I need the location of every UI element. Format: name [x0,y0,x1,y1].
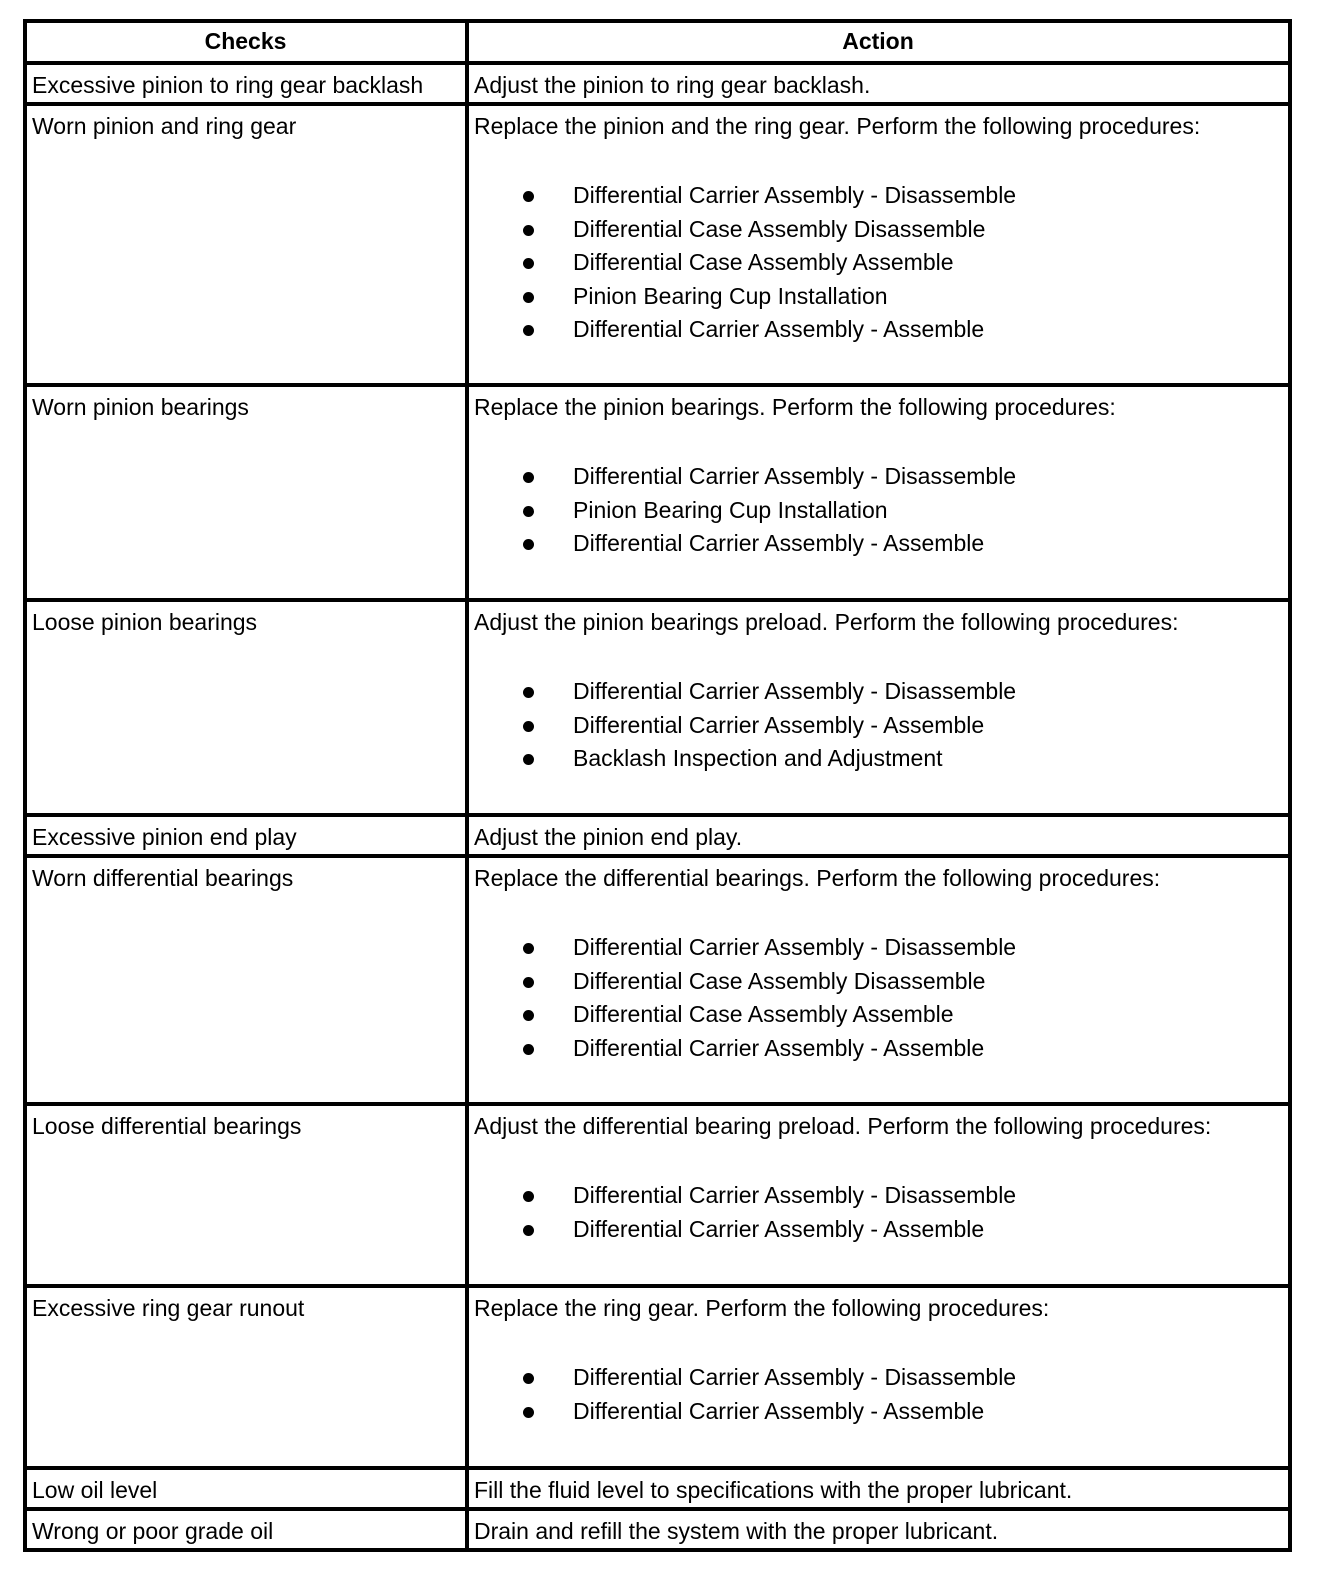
procedure-label: Differential Carrier Assembly - Assemble [573,1215,985,1242]
check-cell: Low oil level [25,1468,467,1509]
action-cell [467,856,1290,1104]
procedure-item [474,1213,1282,1247]
procedure-item [474,280,1282,314]
bullet-icon [523,1373,534,1384]
action-cell [467,63,1290,104]
procedure-item [474,460,1282,494]
procedure-label: Pinion Bearing Cup Installation [573,496,888,523]
check-cell: Worn pinion and ring gear [25,104,467,385]
procedure-label: Differential Carrier Assembly - Assemble [573,530,985,556]
procedure-label: Differential Carrier Assembly - Assemble [573,316,985,342]
procedure-label: Differential Carrier Assembly - Disassemble [573,1182,1017,1208]
table-row [25,600,1290,815]
action-text: Replace the differential bearings. Perform the following procedures: [474,865,1161,891]
procedure-item [474,1179,1282,1213]
procedure-label: Backlash Inspection and Adjustment [573,745,943,771]
procedure-item [474,1395,1282,1429]
procedure-list [474,460,1282,561]
bullet-icon [523,687,534,698]
table-header-row [25,21,1290,63]
action-cell [467,104,1290,385]
bullet-icon [523,539,534,550]
procedure-label: Differential Carrier Assembly - Disassemble [573,182,1017,208]
action-cell [467,600,1290,815]
check-cell: Worn differential bearings [25,856,467,1104]
check-cell: Loose pinion bearings [25,600,467,815]
action-text: Adjust the pinion end play. [474,824,743,850]
procedure-label: Differential Carrier Assembly - Disassemble [573,1364,1017,1390]
action-text: Adjust the pinion to ring gear backlash. [474,72,871,98]
diagnostic-table [23,19,1292,1552]
action-cell [467,385,1290,600]
table-row [25,1104,1290,1286]
action-text: Fill the fluid level to specifications with the proper lubricant. [474,1477,1073,1503]
procedure-list [474,675,1282,776]
action-text: Replace the ring gear. Perform the following procedures: [474,1295,1050,1321]
procedure-item [474,931,1282,965]
table-body [25,63,1290,1550]
bullet-icon [523,977,534,988]
action-cell [467,1509,1290,1550]
procedure-label: Differential Case Assembly Assemble [573,1001,954,1027]
procedure-item [474,998,1282,1032]
procedure-label: Differential Carrier Assembly - Disassemble [573,934,1017,960]
procedure-list [474,931,1282,1065]
table-row [25,1468,1290,1509]
bullet-icon [523,943,534,954]
table-row [25,815,1290,856]
check-cell: Wrong or poor grade oil [25,1509,467,1550]
action-cell [467,1286,1290,1468]
action-text: Adjust the pinion bearings preload. Perform the following procedures: [474,609,1179,635]
procedure-label: Differential Carrier Assembly - Assemble [573,1034,985,1061]
procedure-item [474,313,1282,347]
action-text: Adjust the differential bearing preload. Perform the following procedures: [474,1113,1212,1139]
table-row [25,856,1290,1104]
procedure-item [474,965,1282,999]
procedure-list [474,179,1282,347]
procedure-item [474,527,1282,561]
bullet-icon [523,1191,534,1202]
action-text: Drain and refill the system with the proper lubricant. [474,1518,999,1544]
checks-column-header: Checks [25,21,467,63]
procedure-label: Differential Carrier Assembly - Assemble [573,711,985,738]
bullet-icon [523,292,534,303]
table-row [25,63,1290,104]
bullet-icon [523,506,534,517]
bullet-icon [523,1010,534,1021]
procedure-list [474,1361,1282,1428]
check-cell: Loose differential bearings [25,1104,467,1286]
bullet-icon [523,1044,534,1055]
action-cell [467,815,1290,856]
procedure-label: Differential Carrier Assembly - Disassemble [573,678,1017,704]
procedure-item [474,213,1282,247]
procedure-label: Differential Case Assembly Disassemble [573,967,986,994]
bullet-icon [523,1225,534,1236]
bullet-icon [523,191,534,202]
procedure-item [474,675,1282,709]
action-text: Replace the pinion and the ring gear. Perform the following procedures: [474,113,1201,139]
table-row [25,1509,1290,1550]
bullet-icon [523,1407,534,1418]
procedure-label: Pinion Bearing Cup Installation [573,282,888,309]
procedure-item [474,742,1282,776]
procedure-item [474,246,1282,280]
bullet-icon [523,721,534,732]
procedure-item [474,709,1282,743]
table-row [25,104,1290,385]
bullet-icon [523,472,534,483]
procedure-label: Differential Carrier Assembly - Assemble [573,1397,985,1424]
procedure-label: Differential Case Assembly Disassemble [573,215,986,242]
action-cell [467,1104,1290,1286]
table-row [25,1286,1290,1468]
procedure-list [474,1179,1282,1246]
check-cell: Excessive pinion to ring gear backlash [25,63,467,104]
procedure-item [474,1361,1282,1395]
check-cell: Excessive pinion end play [25,815,467,856]
check-cell: Worn pinion bearings [25,385,467,600]
table-row [25,385,1290,600]
bullet-icon [523,258,534,269]
bullet-icon [523,754,534,765]
bullet-icon [523,225,534,236]
procedure-label: Differential Case Assembly Assemble [573,249,954,275]
bullet-icon [523,325,534,336]
procedure-label: Differential Carrier Assembly - Disassemble [573,463,1017,489]
procedure-item [474,1032,1282,1066]
action-column-header: Action [467,21,1290,63]
action-cell [467,1468,1290,1509]
procedure-item [474,179,1282,213]
check-cell: Excessive ring gear runout [25,1286,467,1468]
procedure-item [474,494,1282,528]
action-text: Replace the pinion bearings. Perform the following procedures: [474,394,1116,420]
